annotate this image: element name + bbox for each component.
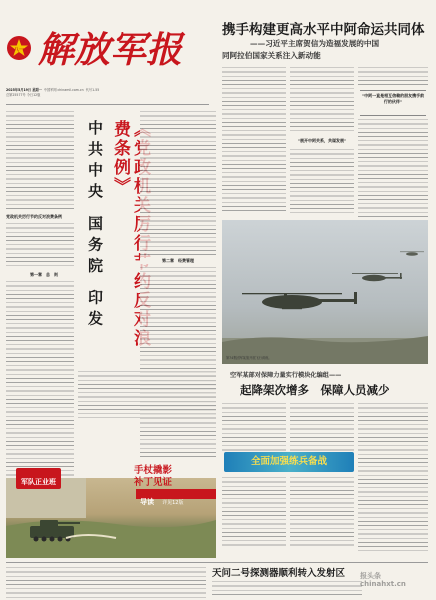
quote-box-label: “中阿一直是相互信赖的朋友携手前行的伙伴” xyxy=(361,93,425,104)
site-line: 中国军网 chinamil.com.cn xyxy=(43,88,84,92)
military-article-col-2 xyxy=(290,402,354,452)
bottom-headline: 天问二号探测器顺利转入发射区 xyxy=(212,568,346,579)
quote-box xyxy=(360,90,426,116)
lead-subheadline-1: ——习近平主席贺信为造福发展的中国 xyxy=(250,39,380,48)
promo-side-title-1: 手杖撬影 xyxy=(134,465,173,476)
emblem-icon xyxy=(6,35,32,61)
regulation-title: 费条例》 xyxy=(110,120,130,196)
promo-article-col-1 xyxy=(222,476,286,548)
promo-side-title-2: 补丁见证 xyxy=(134,477,173,488)
helicopter-photo xyxy=(222,220,428,364)
watermark: 报头条 chinahxt.cn xyxy=(360,572,406,588)
military-article-col-1 xyxy=(222,402,286,452)
military-kicker: 空军某部对保障力量实行模块化编组—— xyxy=(230,372,342,379)
military-headline: 起降架次增多 保障人员减少 xyxy=(240,383,390,397)
lead-article-col-3 xyxy=(358,66,428,86)
lead-subheadline-2: 同阿拉伯国家关系注入新动能 xyxy=(222,51,321,60)
regulation-chapter-2: 第二章 经费管理 xyxy=(140,258,216,264)
guide-page: 详见12版 xyxy=(162,500,184,506)
regulation-notice-text xyxy=(6,222,74,268)
bottom-text-left xyxy=(6,566,206,598)
lead-headline: 携手构建更高水平中阿命运共同体 xyxy=(222,22,425,38)
svg-text:八一: 八一 xyxy=(13,47,25,53)
masthead-rule xyxy=(6,104,209,105)
quote-middle: “展开中阿关系，共谋发展” xyxy=(297,138,347,143)
promo-stamp-label: 军队正业班 xyxy=(21,478,56,486)
regulation-issuer: 中共中央 国务院 印发 xyxy=(86,120,104,332)
date-line: 2025年5月19日 星期一 xyxy=(6,88,42,92)
guide-label: 导读 xyxy=(140,498,154,506)
bottom-text-right xyxy=(212,580,362,598)
regulation-body-middle-top xyxy=(140,110,216,270)
regulation-intro-text xyxy=(6,110,74,210)
lead-article-col-2b xyxy=(290,148,354,214)
military-article-col-3 xyxy=(358,402,428,552)
promo-stamp xyxy=(16,468,61,489)
promo-banner-label: 全面加强练兵备战 xyxy=(250,456,327,467)
photo-caption: 第74集团军某旅开展飞行训练。 xyxy=(226,356,272,360)
masthead-title: 解放军报 xyxy=(38,29,183,71)
bottom-rule xyxy=(6,562,428,563)
promo-article-col-2 xyxy=(290,476,354,548)
regulation-chapter-1: 第一章 总 则 xyxy=(30,272,58,277)
promo-banner xyxy=(224,452,354,472)
regulation-body-bottom xyxy=(78,370,216,418)
lead-article-col-2 xyxy=(290,66,354,134)
lead-article-col-1 xyxy=(222,66,286,214)
issue-line: 总第25577号 今日12版 xyxy=(6,92,41,97)
code-line: 代号1-55 xyxy=(85,88,100,92)
masthead-info xyxy=(6,88,206,97)
regulation-body-middle xyxy=(140,270,216,460)
regulation-notice-header: 党政机关厉行节约反对浪费条例 xyxy=(6,214,62,219)
guide-box xyxy=(136,489,216,506)
